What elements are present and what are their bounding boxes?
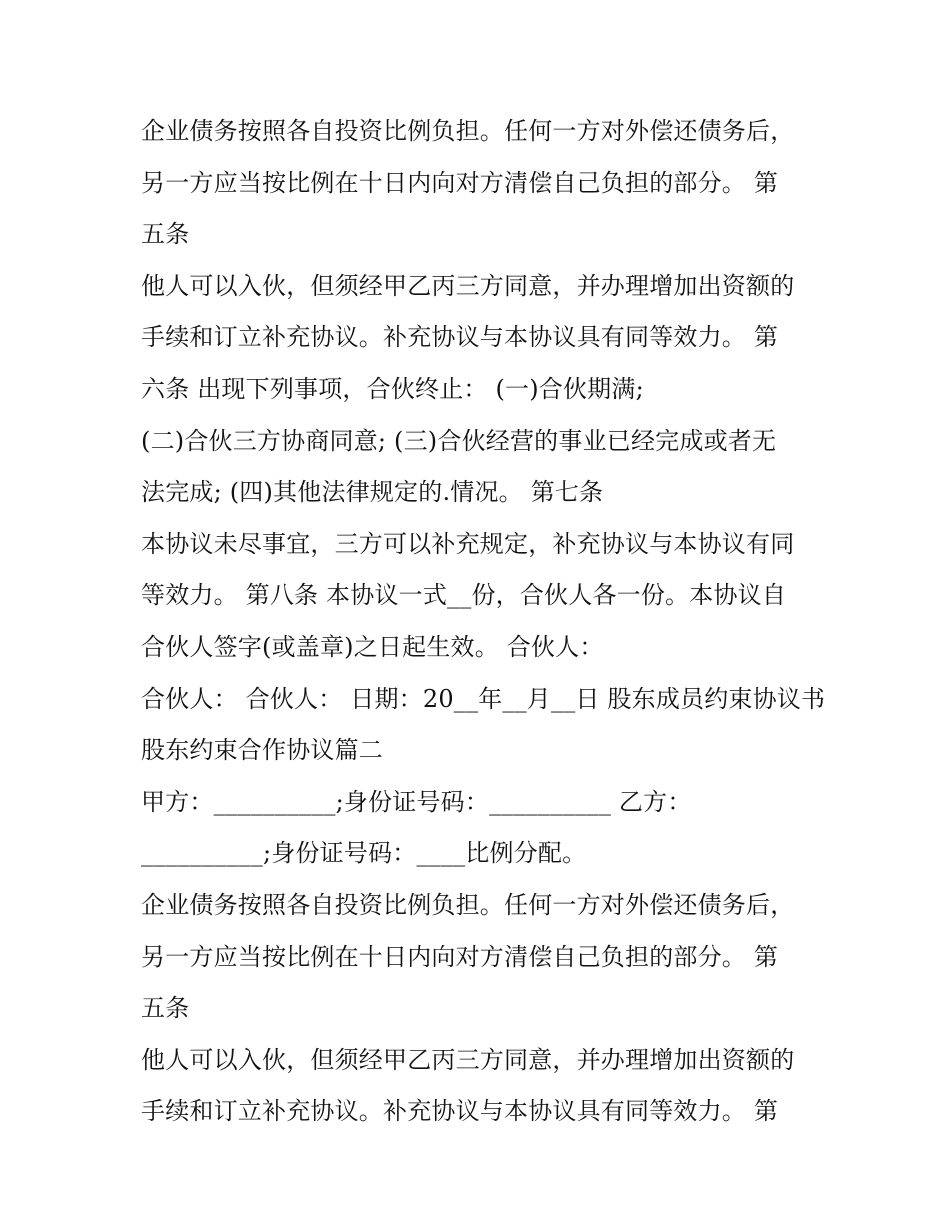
text-line: 五条 (141, 994, 190, 1023)
text-line: 手续和订立补充协议。补充协议与本协议具有同等效力。 第 (141, 323, 779, 352)
text-line: 企业债务按照各自投资比例负担。任何一方对外偿还债务后， (141, 890, 795, 919)
text-line: 他人可以入伙，但须经甲乙丙三方同意，并办理增加出资额的 (141, 1045, 795, 1074)
text-line: 合伙人签字(或盖章)之日起生效。 合伙人： (141, 632, 604, 661)
text-line: 甲方：__________;身份证号码：__________ 乙方： (141, 787, 692, 816)
text-line: 手续和订立补充协议。补充协议与本协议具有同等效力。 第 (141, 1097, 779, 1126)
text-line: 六条 出现下列事项，合伙终止： (一)合伙期满; (141, 374, 644, 403)
text-line: 法完成; (四)其他法律规定的.情况。 第七条 (141, 478, 604, 507)
text-line: 本协议未尽事宜，三方可以补充规定，补充协议与本协议有同 (141, 529, 795, 558)
section-heading: 股东约束合作协议篇二 (141, 736, 383, 765)
text-line: __________;身份证号码：____比例分配。 (141, 839, 587, 868)
text-line: 他人可以入伙，但须经甲乙丙三方同意，并办理增加出资额的 (141, 271, 795, 300)
text-line: 合伙人： 合伙人： 日期：20__年__月__日 股东成员约束协议书 (141, 684, 826, 713)
document-body (141, 106, 841, 1138)
text-line: 等效力。 第八条 本协议一式__份，合伙人各一份。本协议自 (141, 581, 787, 610)
text-line: 企业债务按照各自投资比例负担。任何一方对外偿还债务后， (141, 117, 795, 145)
text-line: (二)合伙三方协商同意; (三)合伙经营的事业已经完成或者无 (141, 426, 777, 455)
text-line: 另一方应当按比例在十日内向对方清偿自己负担的部分。 第 (141, 942, 779, 971)
text-line: 五条 (141, 220, 190, 249)
text-line: 另一方应当按比例在十日内向对方清偿自己负担的部分。 第 (141, 168, 779, 197)
